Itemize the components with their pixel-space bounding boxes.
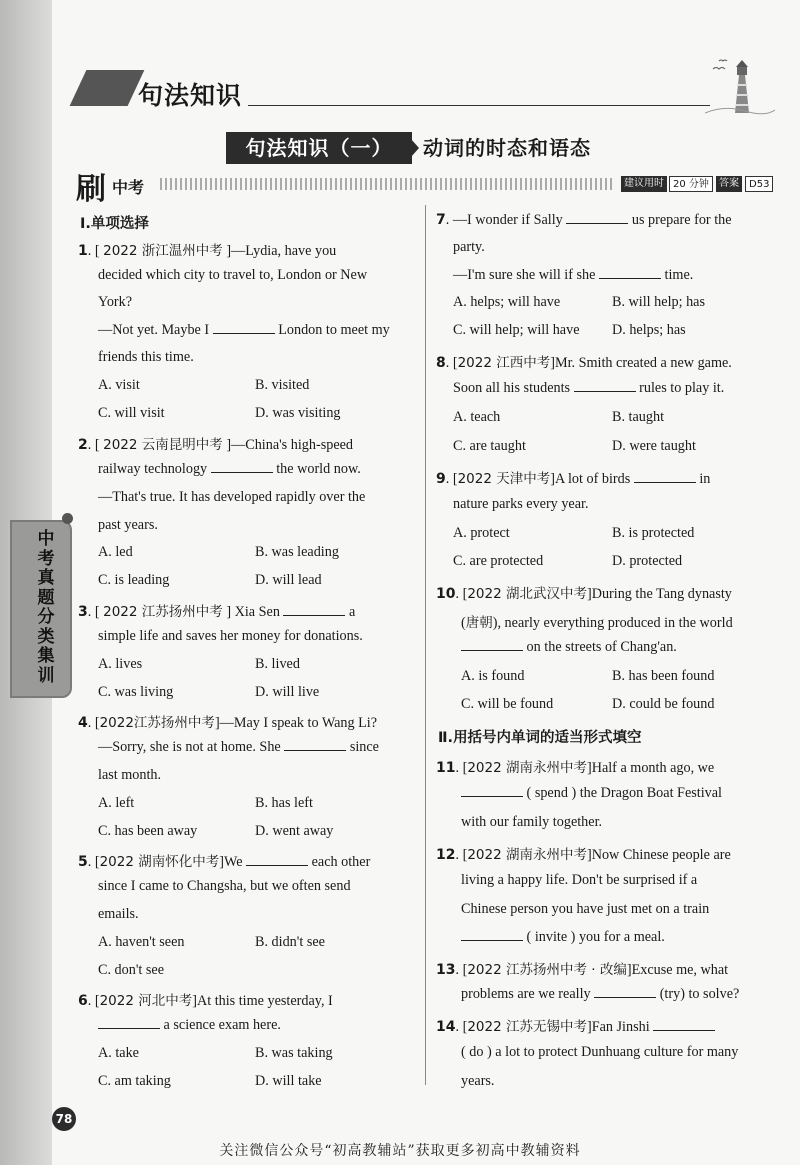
text-line xyxy=(98,572,169,589)
text-segment: 用括号内单词的适当形式填空 xyxy=(453,730,642,746)
text-line xyxy=(436,756,714,777)
question-number: 9 xyxy=(436,471,446,487)
text-line xyxy=(461,639,677,656)
text-segment: A. helps; will have xyxy=(453,294,561,310)
side-tab-label: 中考真题分类集训 xyxy=(37,529,55,686)
text-line xyxy=(612,438,696,455)
text-line xyxy=(438,726,642,747)
text-line xyxy=(436,467,710,488)
text-line xyxy=(461,785,722,802)
text-line xyxy=(98,823,197,840)
text-line xyxy=(453,438,526,455)
text-line xyxy=(461,872,697,889)
text-segment: D. protected xyxy=(612,553,683,569)
text-segment: 2022 云南昆明中考 xyxy=(103,437,223,453)
text-line xyxy=(98,962,164,979)
text-segment: . [ xyxy=(445,355,458,371)
text-line xyxy=(255,544,339,561)
text-line xyxy=(98,739,379,756)
text-segment: each other xyxy=(308,854,371,870)
text-line xyxy=(461,1044,738,1061)
text-segment: C. is leading xyxy=(98,572,170,588)
text-line xyxy=(461,814,602,831)
text-segment: A. left xyxy=(98,795,135,811)
text-segment: since xyxy=(346,739,379,755)
text-segment: time. xyxy=(660,267,694,283)
text-segment: C. was living xyxy=(98,684,174,700)
text-segment: —I'm sure she will if she xyxy=(453,267,599,283)
text-line xyxy=(98,795,134,812)
text-line xyxy=(453,380,724,397)
text-segment: rules to play it. xyxy=(635,380,725,396)
text-segment: 单项选择 xyxy=(90,216,149,232)
text-segment: B. taught xyxy=(612,409,665,425)
text-segment: D. helps; has xyxy=(612,322,686,338)
text-segment: ]Now Chinese people are xyxy=(586,847,731,863)
text-segment: ]During the Tang dynasty xyxy=(586,586,732,602)
question-number: 13 xyxy=(436,962,456,978)
text-segment: last month. xyxy=(98,767,162,783)
answer-blank xyxy=(566,213,628,224)
text-segment: —Not yet. Maybe I xyxy=(98,322,213,338)
text-line xyxy=(461,611,733,632)
text-segment: Ⅰ. xyxy=(80,216,91,232)
text-line xyxy=(98,489,365,506)
text-segment: ]Mr. Smith created a new game. xyxy=(550,355,732,371)
text-segment: Chinese person you have just met on a train xyxy=(461,901,710,917)
question-number: 11 xyxy=(436,760,456,776)
text-line xyxy=(255,377,309,394)
text-segment: C. will be found xyxy=(461,696,554,712)
text-segment: —Sorry, she is not at home. She xyxy=(98,739,285,755)
text-segment: 2022 江苏扬州中考 · 改编 xyxy=(467,962,627,978)
text-segment: A. teach xyxy=(453,409,501,425)
text-line xyxy=(436,582,732,603)
text-segment: B. has left xyxy=(255,795,313,811)
text-line xyxy=(255,823,333,840)
text-line xyxy=(255,1073,322,1090)
text-segment: A. haven't seen xyxy=(98,934,185,950)
text-segment: . [ xyxy=(445,471,458,487)
text-line xyxy=(461,696,553,713)
text-line xyxy=(453,322,580,339)
text-line xyxy=(255,795,313,812)
text-segment: D. went away xyxy=(255,823,334,839)
text-line xyxy=(98,267,367,284)
answer-blank xyxy=(284,740,346,751)
text-segment: past years. xyxy=(98,517,158,533)
text-line xyxy=(453,239,485,256)
text-segment: C. don't see xyxy=(98,962,164,978)
text-segment: in xyxy=(695,471,711,487)
question-number: 2 xyxy=(78,437,88,453)
text-segment: B. was leading xyxy=(255,544,339,560)
text-line xyxy=(436,958,728,979)
text-segment: ]A lot of birds xyxy=(550,471,634,487)
text-line xyxy=(98,878,351,895)
text-line xyxy=(98,656,142,673)
text-line xyxy=(255,656,300,673)
text-segment: us prepare for the xyxy=(628,212,732,228)
column-divider xyxy=(425,205,426,1085)
text-line xyxy=(461,929,665,946)
text-segment: A. visit xyxy=(98,377,140,393)
text-segment: 唐朝 xyxy=(465,615,493,631)
text-segment: C. has been away xyxy=(98,823,198,839)
text-segment: . [ xyxy=(455,1019,468,1035)
text-line xyxy=(98,377,140,394)
text-segment: D. was visiting xyxy=(255,405,341,421)
text-segment: ] Xia Sen xyxy=(222,604,284,620)
brand-small: 中考 xyxy=(112,178,145,197)
text-line xyxy=(98,461,361,478)
text-segment: 2022江苏扬州中考 xyxy=(99,715,215,731)
text-segment: B. didn't see xyxy=(255,934,325,950)
text-segment: . [ xyxy=(455,962,468,978)
text-line xyxy=(436,351,732,372)
text-line xyxy=(78,600,355,621)
text-line xyxy=(78,239,336,260)
text-segment: since I came to Changsha, but we often send xyxy=(98,878,351,894)
text-segment: . [ xyxy=(455,586,468,602)
text-segment: . [ xyxy=(87,715,100,731)
time-label: 建议用时 xyxy=(621,176,667,192)
text-segment: 2022 江苏无锡中考 xyxy=(467,1019,587,1035)
text-segment: —That's true. It has developed rapidly over the xyxy=(98,489,366,505)
answer-blank xyxy=(98,1018,160,1029)
text-line xyxy=(255,684,319,701)
text-line xyxy=(453,267,693,284)
text-line xyxy=(612,294,705,311)
lighthouse-icon xyxy=(705,55,775,115)
text-segment: ]—Lydia, have you xyxy=(222,243,337,259)
text-line xyxy=(461,668,524,685)
brand-big: 刷 xyxy=(76,172,106,207)
answer-blank xyxy=(599,268,661,279)
text-line xyxy=(78,989,333,1010)
text-line xyxy=(98,322,390,339)
text-segment: . [ xyxy=(87,604,104,620)
text-line xyxy=(98,544,133,561)
text-segment: a science exam here. xyxy=(160,1017,281,1033)
page-number: 78 xyxy=(52,1107,76,1131)
text-segment: 2022 湖南永州中考 xyxy=(467,847,587,863)
question-number: 7 xyxy=(436,212,446,228)
text-segment: 2022 江西中考 xyxy=(457,355,551,371)
text-segment: with our family together. xyxy=(461,814,603,830)
header-bar-decoration xyxy=(70,70,145,106)
text-segment: friends this time. xyxy=(98,349,194,365)
text-segment: 2022 天津中考 xyxy=(457,471,551,487)
text-segment: ( xyxy=(461,615,466,631)
side-tab-dot xyxy=(62,513,73,524)
text-segment: railway technology xyxy=(98,461,211,477)
text-line xyxy=(98,906,139,923)
text-segment: . [ xyxy=(87,854,100,870)
text-segment: . [ xyxy=(87,437,104,453)
text-segment: B. has been found xyxy=(612,668,715,684)
text-segment: problems are we really xyxy=(461,986,595,1002)
text-segment: ]Fan Jinshi xyxy=(586,1019,654,1035)
text-line xyxy=(453,525,510,542)
text-line xyxy=(453,496,589,513)
text-segment: C. will visit xyxy=(98,405,165,421)
text-line xyxy=(78,850,370,871)
text-line xyxy=(98,349,194,366)
text-segment: . [ xyxy=(455,760,468,776)
answer-blank xyxy=(246,855,308,866)
text-line xyxy=(98,1073,171,1090)
text-line xyxy=(98,628,363,645)
text-segment: ]We xyxy=(219,854,247,870)
text-segment: ]—May I speak to Wang Li? xyxy=(214,715,378,731)
text-line xyxy=(255,572,322,589)
text-line xyxy=(98,934,184,951)
answer-label: 答案 xyxy=(716,176,742,192)
text-line xyxy=(612,553,682,570)
answer-blank xyxy=(213,323,275,334)
question-number: 3 xyxy=(78,604,88,620)
text-segment: ]At this time yesterday, I xyxy=(192,993,333,1009)
text-line xyxy=(98,1045,139,1062)
text-segment: D. could be found xyxy=(612,696,715,712)
text-segment: B. was taking xyxy=(255,1045,333,1061)
text-line xyxy=(255,1045,333,1062)
text-line xyxy=(98,1017,281,1034)
text-segment: 2022 湖南永州中考 xyxy=(467,760,587,776)
text-line xyxy=(612,322,686,339)
answer-blank xyxy=(211,462,273,473)
text-segment: London to meet my xyxy=(274,322,390,338)
text-segment: ]Half a month ago, we xyxy=(586,760,715,776)
section-subtitle: 动词的时态和语态 xyxy=(423,136,591,160)
question-number: 8 xyxy=(436,355,446,371)
answer-blank xyxy=(574,381,636,392)
text-segment: ]—China's high-speed xyxy=(222,437,354,453)
text-line xyxy=(461,986,739,1003)
text-line xyxy=(453,294,560,311)
answer-blank xyxy=(594,987,656,998)
text-line xyxy=(98,405,165,422)
answer-blank xyxy=(653,1020,715,1031)
text-segment: A. is found xyxy=(461,668,525,684)
text-line xyxy=(98,684,173,701)
text-line xyxy=(98,294,132,311)
text-segment: B. visited xyxy=(255,377,310,393)
answer-blank xyxy=(634,472,696,483)
text-line xyxy=(612,409,664,426)
answer-blank xyxy=(461,930,523,941)
text-line xyxy=(461,901,709,918)
header-rule xyxy=(248,105,710,106)
text-segment: 2022 湖南怀化中考 xyxy=(99,854,220,870)
text-segment: simple life and saves her money for donations. xyxy=(98,628,363,644)
answer-blank xyxy=(283,605,345,616)
text-line xyxy=(98,517,158,534)
question-number: 12 xyxy=(436,847,456,863)
text-line xyxy=(255,405,341,422)
text-segment: decided which city to travel to, London or New xyxy=(98,267,368,283)
text-segment: B. is protected xyxy=(612,525,695,541)
text-segment: D. will live xyxy=(255,684,320,700)
text-line xyxy=(80,212,149,233)
text-segment: B. will help; has xyxy=(612,294,706,310)
text-segment: D. were taught xyxy=(612,438,696,454)
text-segment: on the streets of Chang'an. xyxy=(523,639,677,655)
answer-blank xyxy=(461,786,523,797)
text-segment: A. led xyxy=(98,544,133,560)
text-segment: B. lived xyxy=(255,656,300,672)
text-line xyxy=(436,843,731,864)
text-segment: C. are taught xyxy=(453,438,526,454)
text-line xyxy=(98,767,161,784)
text-segment: . [ xyxy=(87,993,100,1009)
text-segment: ( spend ) the Dragon Boat Festival xyxy=(523,785,722,801)
text-line xyxy=(78,711,377,732)
text-segment: living a happy life. Don't be surprised if a xyxy=(461,872,698,888)
text-line xyxy=(612,696,714,713)
text-line xyxy=(461,1073,494,1090)
text-segment: A. protect xyxy=(453,525,510,541)
text-line xyxy=(453,409,500,426)
text-segment: ), nearly everything produced in the world xyxy=(492,615,733,631)
text-segment: (try) to solve? xyxy=(656,986,740,1002)
answer-blank xyxy=(461,640,523,651)
text-segment: 2022 河北中考 xyxy=(99,993,193,1009)
text-segment: 2022 浙江温州中考 xyxy=(103,243,223,259)
text-line xyxy=(78,433,353,454)
text-segment: D. will take xyxy=(255,1073,322,1089)
text-line xyxy=(436,1015,715,1036)
text-line xyxy=(612,668,714,685)
text-segment: D. will lead xyxy=(255,572,322,588)
question-number: 4 xyxy=(78,715,88,731)
text-line xyxy=(436,212,732,229)
text-segment: party. xyxy=(453,239,485,255)
text-segment: C. are protected xyxy=(453,553,544,569)
text-segment: ( invite ) you for a meal. xyxy=(523,929,665,945)
time-value: 20 分钟 xyxy=(669,176,713,192)
header-title: 句法知识 xyxy=(138,81,243,110)
text-segment: . [ xyxy=(455,847,468,863)
section-title: 句法知识（一） xyxy=(226,132,412,164)
text-segment: ]Excuse me, what xyxy=(626,962,729,978)
dotted-bar xyxy=(160,178,615,190)
footer-note: 关注微信公众号“初高教辅站”获取更多初高中教辅资料 xyxy=(219,1143,581,1159)
text-segment: . —I wonder if Sally xyxy=(445,212,567,228)
text-line xyxy=(255,934,325,951)
text-segment: C. am taking xyxy=(98,1073,171,1089)
text-segment: emails. xyxy=(98,906,139,922)
text-line xyxy=(453,553,543,570)
text-segment: nature parks every year. xyxy=(453,496,589,512)
text-segment: Soon all his students xyxy=(453,380,574,396)
text-segment: 2022 湖北武汉中考 xyxy=(467,586,587,602)
question-number: 14 xyxy=(436,1019,456,1035)
text-segment: Ⅱ. xyxy=(438,730,454,746)
section-arrow xyxy=(411,139,419,157)
text-segment: a xyxy=(345,604,356,620)
text-segment: years. xyxy=(461,1073,495,1089)
text-segment: A. lives xyxy=(98,656,143,672)
text-segment: A. take xyxy=(98,1045,139,1061)
text-segment: 2022 江苏扬州中考 xyxy=(103,604,223,620)
question-number: 6 xyxy=(78,993,88,1009)
answer-code: D53 xyxy=(745,176,773,192)
text-segment: York? xyxy=(98,294,133,310)
text-segment: . [ xyxy=(87,243,104,259)
question-number: 5 xyxy=(78,854,88,870)
text-segment: C. will help; will have xyxy=(453,322,580,338)
text-line xyxy=(612,525,694,542)
text-segment: ( do ) a lot to protect Dunhuang culture for many xyxy=(461,1044,739,1060)
text-segment: the world now. xyxy=(272,461,361,477)
question-number: 1 xyxy=(78,243,88,259)
question-number: 10 xyxy=(436,586,456,602)
